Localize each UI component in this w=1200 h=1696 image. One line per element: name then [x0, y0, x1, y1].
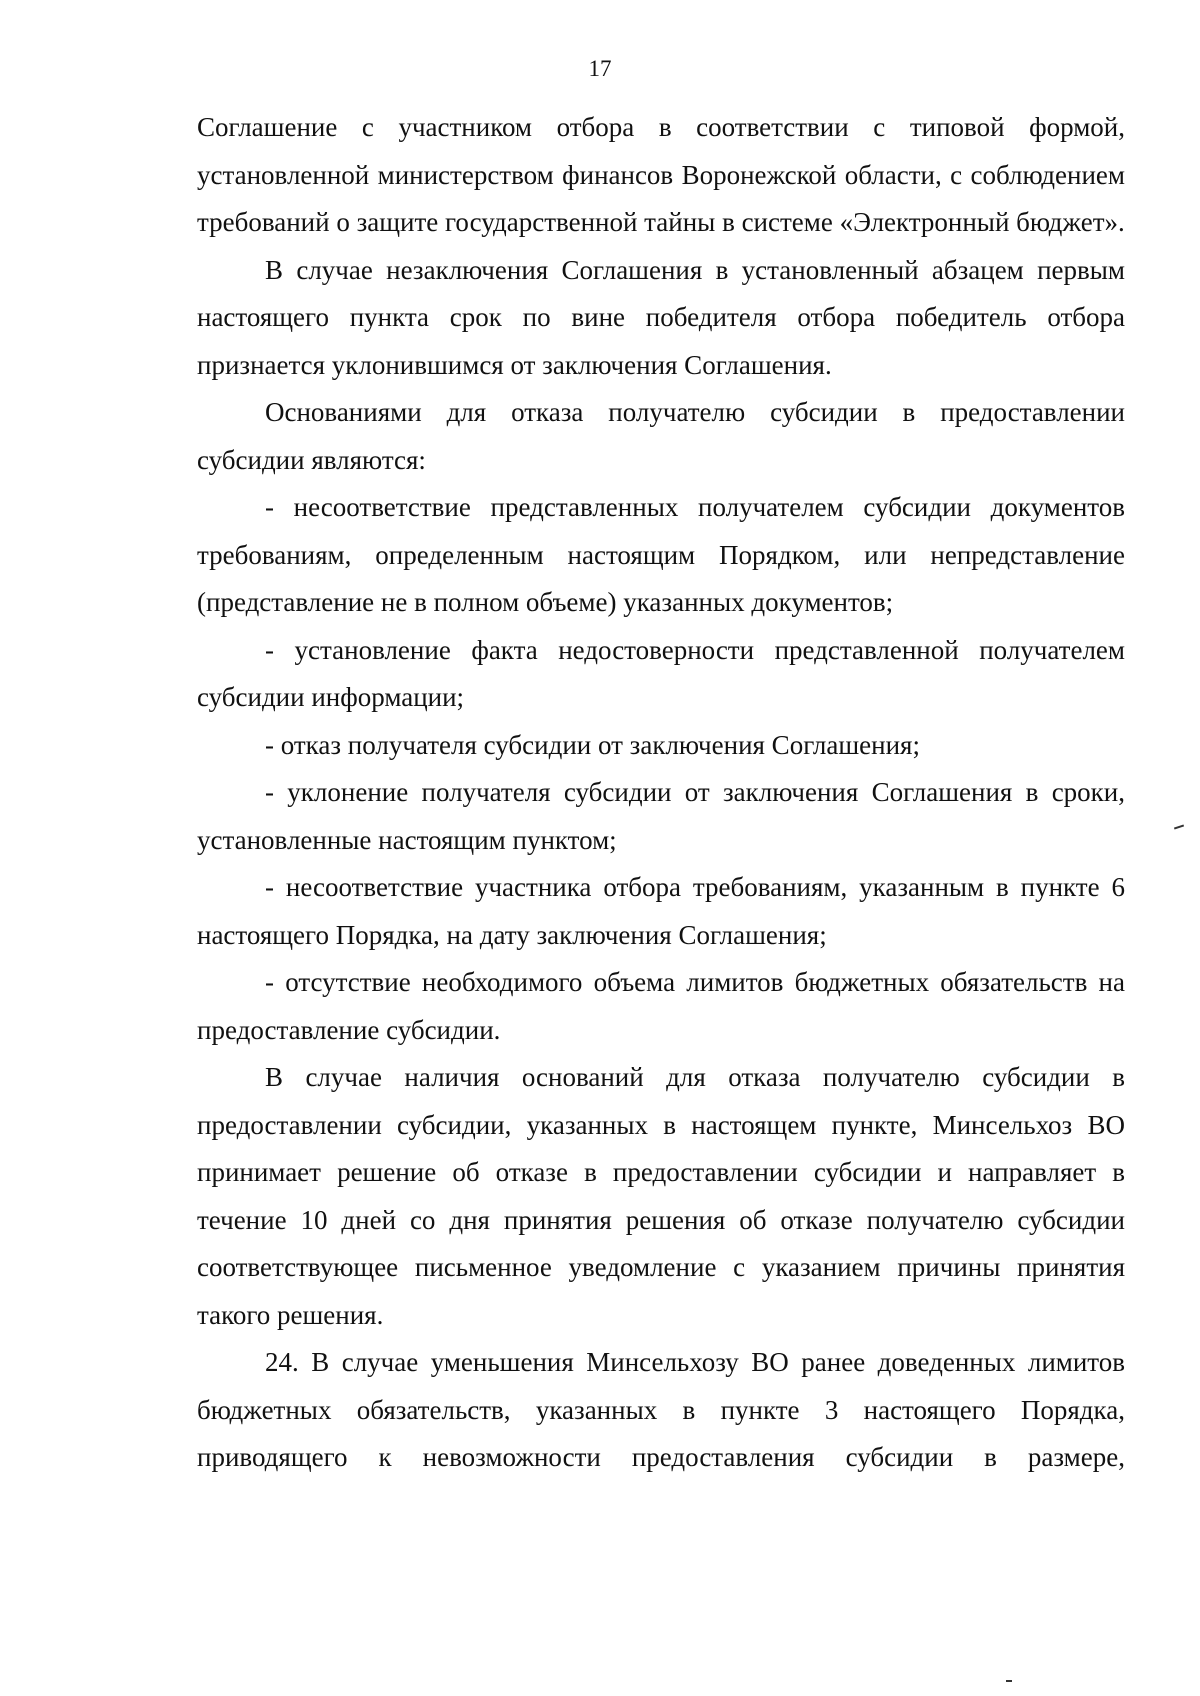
scan-artifact-mark	[1006, 1680, 1012, 1682]
paragraph-refusal-grounds-intro: Основаниями для отказа получателю субсидии в предоставлении субсидии являются:	[197, 397, 1125, 475]
paragraph-non-conclusion: В случае незаключения Соглашения в установленный абзацем первым настоящего пункта срок по вине победителя отбора победитель отбора признается уклонившимся от заключения Соглашения.	[197, 254, 1125, 380]
paragraph-agreement-form: Соглашение с участником отбора в соответствии с типовой формой, установленной министерством финансов Воронежской области, с соблюдением требований о защите государственной тайны в системе «Электронный бюджет».	[197, 112, 1125, 237]
list-item-documents-mismatch: - несоответствие представленных получателем субсидии документов требованиям, определенным настоящим Порядком, или непредставление (представление не в полном объеме) указанных документов;	[197, 492, 1125, 617]
list-item-requirements-mismatch: - несоответствие участника отбора требованиям, указанным в пункте 6 настоящего Порядка, на дату заключения Соглашения;	[197, 872, 1125, 950]
list-item-budget-limits: - отсутствие необходимого объема лимитов бюджетных обязательств на предоставление субсидии.	[197, 967, 1125, 1045]
paragraph-section-24: 24. В случае уменьшения Минсельхозу ВО ранее доведенных лимитов бюджетных обязательств, указанных в пункте 3 настоящего Порядка, приводящего к невозможности предоставления субсидии в размере,	[197, 1347, 1125, 1472]
scan-artifact-mark	[1174, 825, 1184, 830]
list-item-agreement-evasion: - уклонение получателя субсидии от заключения Соглашения в сроки, установленные настоящим пунктом;	[197, 777, 1125, 855]
page-number: 17	[588, 56, 612, 81]
list-item-agreement-refusal: - отказ получателя субсидии от заключения Соглашения;	[265, 729, 920, 760]
paragraph-refusal-decision: В случае наличия оснований для отказа получателю субсидии в предоставлении субсидии, указанных в настоящем пункте, Минсельхоз ВО принимает решение об отказе в предоставлении субсидии и направляет в течение 10 дней со дня принятия решения об отказе получателю субсидии соответствующее письменное уведомление с указанием причины принятия такого решения.	[197, 1062, 1125, 1330]
list-item-false-information: - установление факта недостоверности представленной получателем субсидии информации;	[197, 634, 1125, 712]
document-body	[197, 104, 1125, 1482]
